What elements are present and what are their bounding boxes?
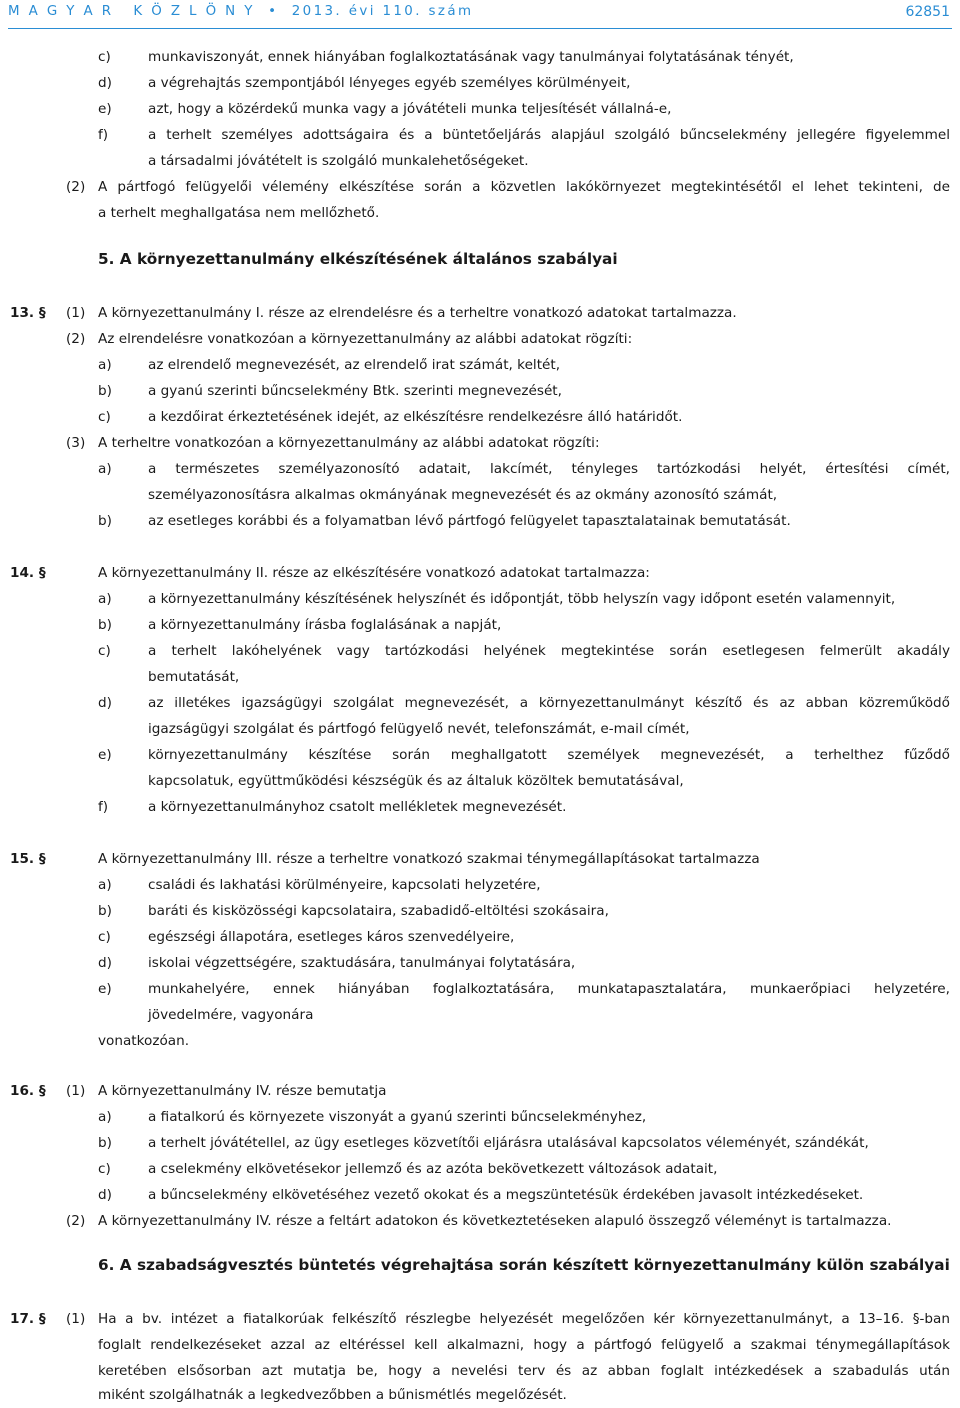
paragraph-label: (2) xyxy=(66,179,86,195)
paragraph-label: (2) xyxy=(66,331,86,347)
paragraph-line: A pártfogó felügyelői vélemény elkészítése során a közvetlen lakókörnyezet megtekintésétől el lehet tekinteni, de xyxy=(98,179,950,195)
item-text: a fiatalkorú és környezete viszonyát a gyanú szerinti bűncselekményhez, xyxy=(148,1109,647,1125)
item-text: a környezettanulmány írásba foglalásának a napját, xyxy=(148,617,502,633)
item-label: c) xyxy=(98,929,111,945)
journal-title: M A G Y A R K Ö Z L Ö N Y • 2013. évi 110. szám xyxy=(8,4,474,19)
item-label: d) xyxy=(98,955,112,971)
item-label: f) xyxy=(98,799,109,815)
item-text: a bűncselekmény elkövetéséhez vezető okokat és a megszüntetésük érdekében javasolt intézkedéseket. xyxy=(148,1187,864,1203)
paragraph-text: A környezettanulmány I. része az elrendelésre és a terheltre vonatkozó adatokat tartalmazza. xyxy=(98,305,737,321)
paragraph-line: miként szolgálhatnák a legkedvezőbben a bűnismétlés megelőzését. xyxy=(98,1387,567,1403)
item-text-line: jövedelmére, vagyonára xyxy=(148,1007,314,1023)
paragraph-line: Ha a bv. intézet a fiatalkorúak felkészítő részlegbe helyezését megelőzően kér környezettanulmányt, a 13–16. §-ban xyxy=(98,1311,950,1327)
section-number: 14. § xyxy=(10,565,46,581)
paragraph-label: (1) xyxy=(66,1311,86,1327)
item-text: iskolai végzettségére, szaktudására, tanulmányai folytatására, xyxy=(148,955,576,971)
item-text-line: az illetékes igazságügyi szolgálat megnevezését, a környezettanulmányt készítő és az abban közreműködő xyxy=(148,695,950,711)
item-text: a végrehajtás szempontjából lényeges egyéb személyes körülményeit, xyxy=(148,75,631,91)
item-text-line: a terhelt lakóhelyének vagy tartózkodási helyének megtekintése során esetlegesen felmerült akadály xyxy=(148,643,950,659)
item-text-line: környezettanulmány készítése során meghallgatott személyek megnevezését, a terhelthez fűződő xyxy=(148,747,950,763)
item-label: a) xyxy=(98,877,112,893)
paragraph-text: A terheltre vonatkozóan a környezettanulmány az alábbi adatokat rögzíti: xyxy=(98,435,600,451)
paragraph-text: A környezettanulmány II. része az elkészítésére vonatkozó adatokat tartalmazza: xyxy=(98,565,650,581)
paragraph-label: (3) xyxy=(66,435,86,451)
page-number: 62851 xyxy=(905,4,950,20)
item-label: a) xyxy=(98,591,112,607)
item-text: családi és lakhatási körülményeire, kapcsolati helyzetére, xyxy=(148,877,541,893)
item-label: c) xyxy=(98,409,111,425)
item-label: b) xyxy=(98,617,112,633)
item-text-line: a terhelt személyes adottságaira és a büntetőeljárás alapjául szolgáló bűncselekmény jellegére figyelemmel xyxy=(148,127,950,143)
item-label: e) xyxy=(98,101,112,117)
item-label: c) xyxy=(98,49,111,65)
item-label: f) xyxy=(98,127,109,143)
section-heading: 6. A szabadságvesztés büntetés végrehajtása során készített környezettanulmány külön szabályai xyxy=(98,1256,950,1274)
item-label: b) xyxy=(98,383,112,399)
item-label: a) xyxy=(98,461,112,477)
item-text: a gyanú szerinti bűncselekmény Btk. szerinti megnevezését, xyxy=(148,383,562,399)
paragraph-text: vonatkozóan. xyxy=(98,1033,190,1049)
section-number: 16. § xyxy=(10,1083,46,1099)
item-label: b) xyxy=(98,513,112,529)
item-label: d) xyxy=(98,1187,112,1203)
item-label: d) xyxy=(98,695,112,711)
item-label: d) xyxy=(98,75,112,91)
paragraph-text: Az elrendelésre vonatkozóan a környezettanulmány az alábbi adatokat rögzíti: xyxy=(98,331,633,347)
item-text: a környezettanulmányhoz csatolt mellékletek megnevezését. xyxy=(148,799,567,815)
paragraph-line: a terhelt meghallgatása nem mellőzhető. xyxy=(98,205,380,221)
item-text-line: munkahelyére, ennek hiányában foglalkoztatására, munkatapasztalatára, munkaerőpiaci helyzetére, xyxy=(148,981,950,997)
item-text-line: bemutatását, xyxy=(148,669,240,685)
item-text-line: a társadalmi jóvátételt is szolgáló munkalehetőségeket. xyxy=(148,153,529,169)
item-label: e) xyxy=(98,981,112,997)
item-label: b) xyxy=(98,1135,112,1151)
item-label: c) xyxy=(98,643,111,659)
paragraph-label: (1) xyxy=(66,305,86,321)
item-text: a környezettanulmány készítésének helyszínét és időpontját, több helyszín vagy időpont esetén valamennyit, xyxy=(148,591,896,607)
item-text: a cselekmény elkövetésekor jellemző és az azóta bekövetkezett változások adatait, xyxy=(148,1161,718,1177)
item-text: az esetleges korábbi és a folyamatban lévő pártfogó felügyelet tapasztalatainak bemutatását. xyxy=(148,513,791,529)
section-number: 17. § xyxy=(10,1311,46,1327)
item-text-line: igazságügyi szolgálat és pártfogó felügyelő nevét, telefonszámát, e-mail címét, xyxy=(148,721,690,737)
item-text-line: személyazonosításra alkalmas okmányának megnevezését és az okmány azonosító számát, xyxy=(148,487,778,503)
item-text-line: a természetes személyazonosító adatait, lakcímét, tényleges tartózkodási helyét, értesítési címét, xyxy=(148,461,950,477)
item-label: a) xyxy=(98,1109,112,1125)
paragraph-text: A környezettanulmány IV. része a feltárt adatokon és következtetéseken alapuló összegző véleményt is tartalmazza. xyxy=(98,1213,892,1229)
item-text: baráti és kisközösségi kapcsolataira, szabadidő-eltöltési szokásaira, xyxy=(148,903,609,919)
paragraph-line: keretében elsősorban azt mutatja be, hogy a nevelési terv és az abban foglalt intézkedések a szabadulás után xyxy=(98,1363,950,1379)
item-text: az elrendelő megnevezését, az elrendelő irat számát, keltét, xyxy=(148,357,561,373)
paragraph-text: A környezettanulmány IV. része bemutatja xyxy=(98,1083,387,1099)
item-text: a terhelt jóvátétellel, az ügy esetleges közvetítői eljárásra utalásával kapcsolatos véleményét, szándékát, xyxy=(148,1135,869,1151)
page-header xyxy=(8,4,952,24)
item-text: munkaviszonyát, ennek hiányában foglalkoztatásának vagy tanulmányai folytatásának tényét, xyxy=(148,49,794,65)
paragraph-label: (2) xyxy=(66,1213,86,1229)
item-label: e) xyxy=(98,747,112,763)
paragraph-line: foglalt rendelkezéseket azzal az eltéréssel kell alkalmazni, hogy a pártfogó felügyelő a szakmai ténymegállapítások xyxy=(98,1337,950,1353)
item-text: a kezdőirat érkeztetésének idejét, az elkészítésre rendelkezésre álló határidőt. xyxy=(148,409,683,425)
item-text: egészségi állapotára, esetleges káros szenvedélyeire, xyxy=(148,929,515,945)
section-heading: 5. A környezettanulmány elkészítésének általános szabályai xyxy=(98,250,618,268)
item-label: c) xyxy=(98,1161,111,1177)
item-label: a) xyxy=(98,357,112,373)
section-number: 15. § xyxy=(10,851,46,867)
item-text: azt, hogy a közérdekű munka vagy a jóvátételi munka teljesítését vállalná-e, xyxy=(148,101,672,117)
section-number: 13. § xyxy=(10,305,46,321)
header-divider xyxy=(8,28,952,29)
item-label: b) xyxy=(98,903,112,919)
paragraph-label: (1) xyxy=(66,1083,86,1099)
paragraph-text: A környezettanulmány III. része a terheltre vonatkozó szakmai ténymegállapításokat tartalmazza xyxy=(98,851,760,867)
item-text-line: kapcsolatuk, együttműködési készségük és az általuk közöltek bemutatásával, xyxy=(148,773,684,789)
